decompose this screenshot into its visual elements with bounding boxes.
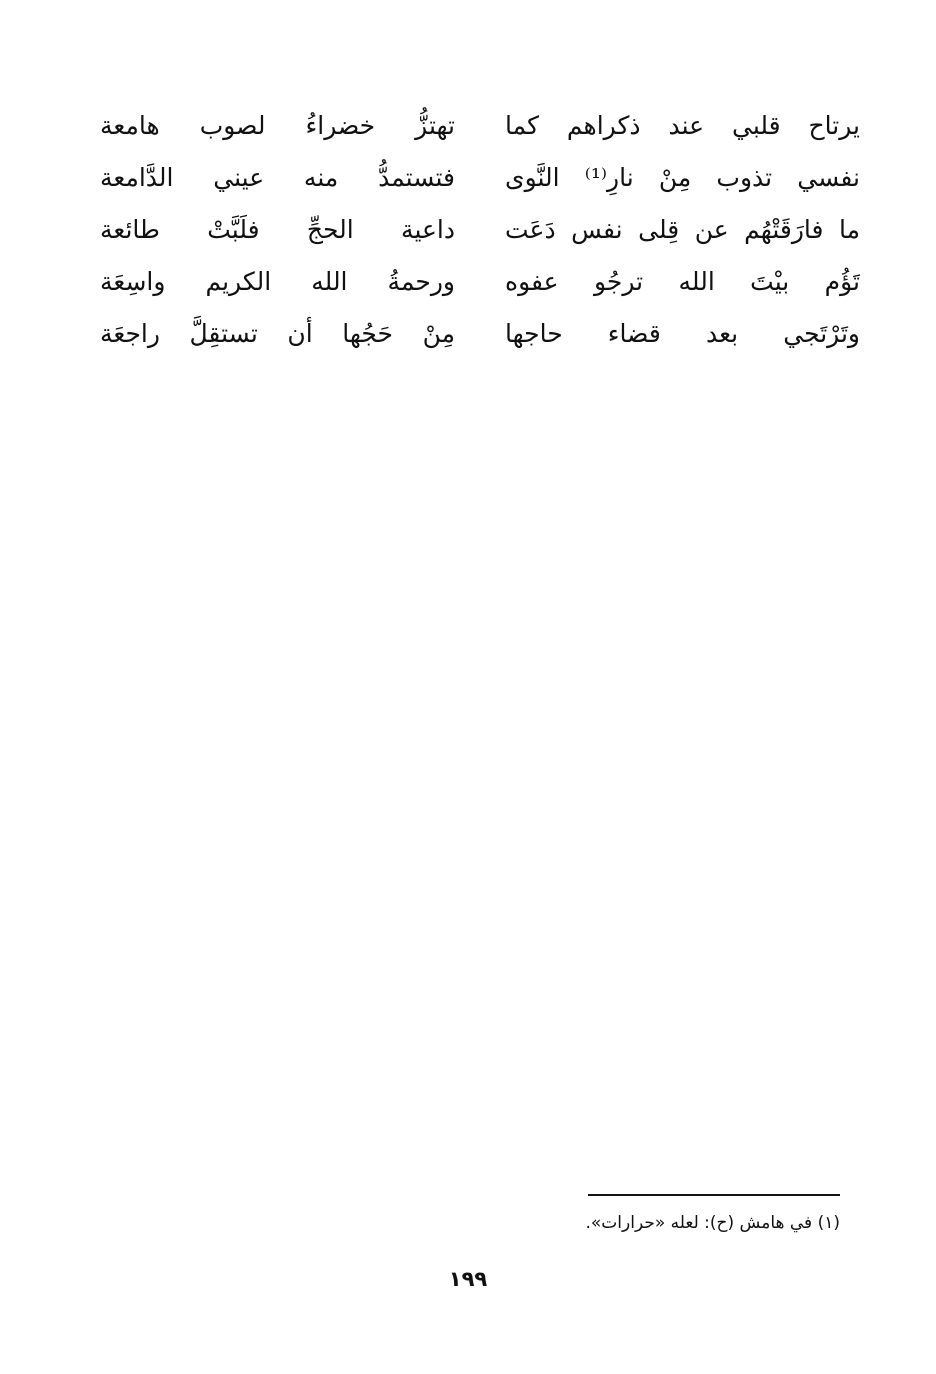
poem-verse	[100, 204, 860, 256]
page-number: ١٩٩	[448, 1267, 488, 1291]
verse-second-hemistich: تهتزُّ خضراءُ لصوب هامعة	[100, 111, 455, 140]
poem-verse	[100, 256, 860, 308]
verse-second-hemistich: داعية الحجِّ فلَبَّتْ طائعة	[100, 215, 455, 244]
poem-verse	[100, 100, 860, 152]
verse-second-hemistich: ورحمةُ الله الكريم واسِعَة	[100, 267, 455, 296]
footnote-divider	[588, 1194, 840, 1196]
verse-first-hemistich: وتَرْتَجي بعد قضاء حاجها	[505, 319, 860, 348]
footnote: (١) في هامش (ح): لعله «حرارات».	[585, 1213, 840, 1233]
verse-first-hemistich: نفسي تذوب مِنْ نارِ⁽¹⁾ النَّوى	[505, 163, 860, 192]
verse-first-hemistich: ما فارَقَتْهُم عن قِلى نفس دَعَت	[505, 215, 860, 244]
poem-verse	[100, 152, 860, 204]
poem-verse	[100, 308, 860, 360]
verse-first-hemistich: يرتاح قلبي عند ذكراهم كما	[505, 111, 860, 140]
poem	[100, 100, 860, 360]
verse-second-hemistich: مِنْ حَجُها أن تستقِلَّ راجعَة	[100, 319, 455, 348]
verse-second-hemistich: فتستمدُّ منه عيني الدَّامعة	[100, 163, 455, 192]
verse-first-hemistich: تَؤُم بيْتَ الله ترجُو عفوه	[505, 267, 860, 296]
